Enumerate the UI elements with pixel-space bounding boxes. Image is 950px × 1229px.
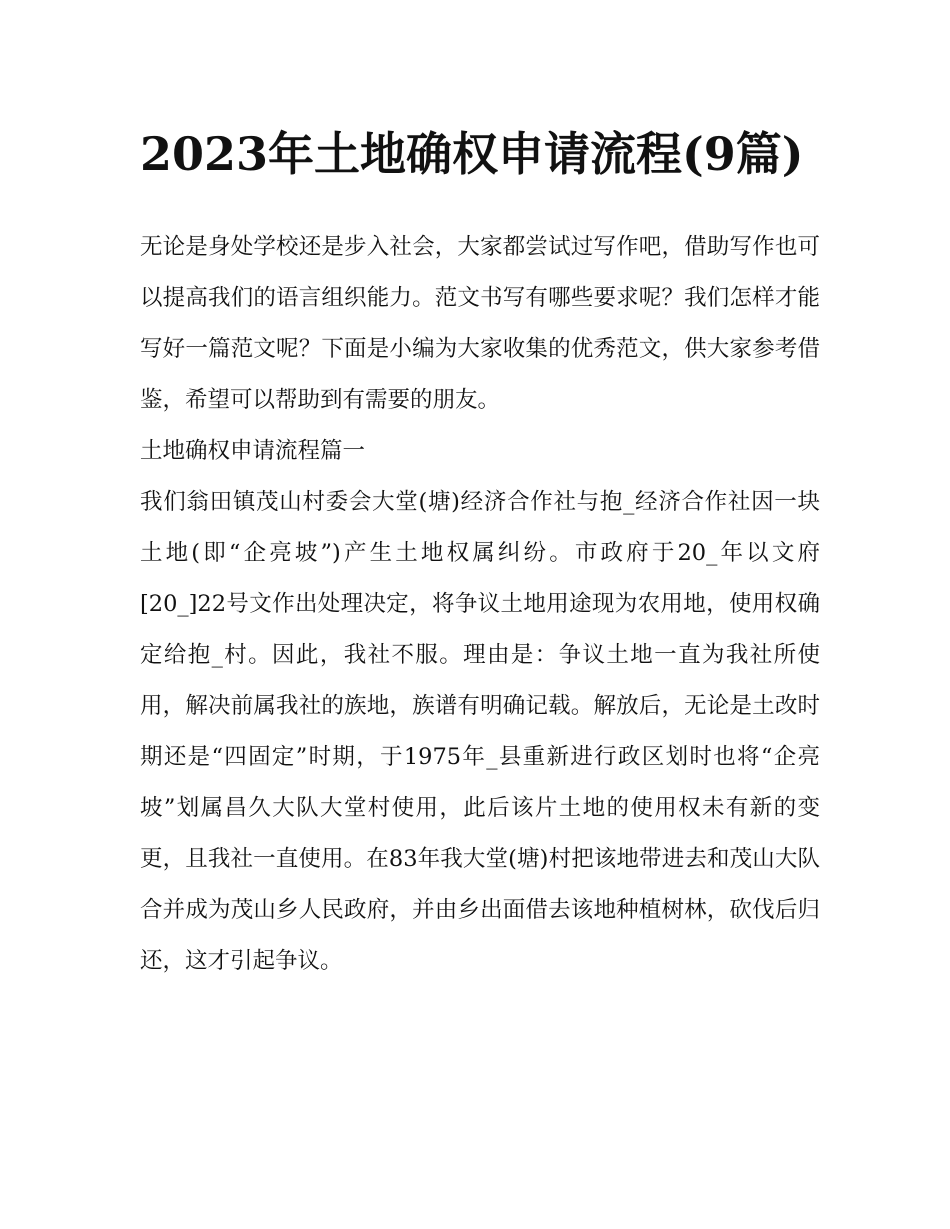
- document-title: 2023年土地确权申请流程(9篇): [140, 127, 804, 181]
- section-heading: 土地确权申请流程篇一: [140, 438, 366, 464]
- document-body: [140, 222, 820, 987]
- intro-paragraph: 无论是身处学校还是步入社会，大家都尝试过写作吧，借助写作也可以提高我们的语言组织能力。范文书写有哪些要求呢？我们怎样才能写好一篇范文呢？下面是小编为大家收集的优秀范文，供大家参考借鉴，希望可以帮助到有需要的朋友。: [140, 234, 820, 413]
- document-page: [140, 0, 820, 987]
- section-paragraph: 我们翁田镇茂山村委会大堂(塘)经济合作社与抱_经济合作社因一块土地(即“企亮坡”)产生土地权属纠纷。市政府于20_年以文府[20_]22号文作出处理决定，将争议土地用途现为农用地，使用权确定给抱_村。因此，我社不服。理由是：争议土地一直为我社所使用，解决前属我社的族地，族谱有明确记载。解放后，无论是土改时期还是“四固定”时期，于1975年_县重新进行政区划时也将“企亮坡”划属昌久大队大堂村使用，此后该片土地的使用权未有新的变更，且我社一直使用。在83年我大堂(塘)村把该地带进去和茂山大队合并成为茂山乡人民政府，并由乡出面借去该地种植树林，砍伐后归还，这才引起争议。: [140, 489, 820, 974]
